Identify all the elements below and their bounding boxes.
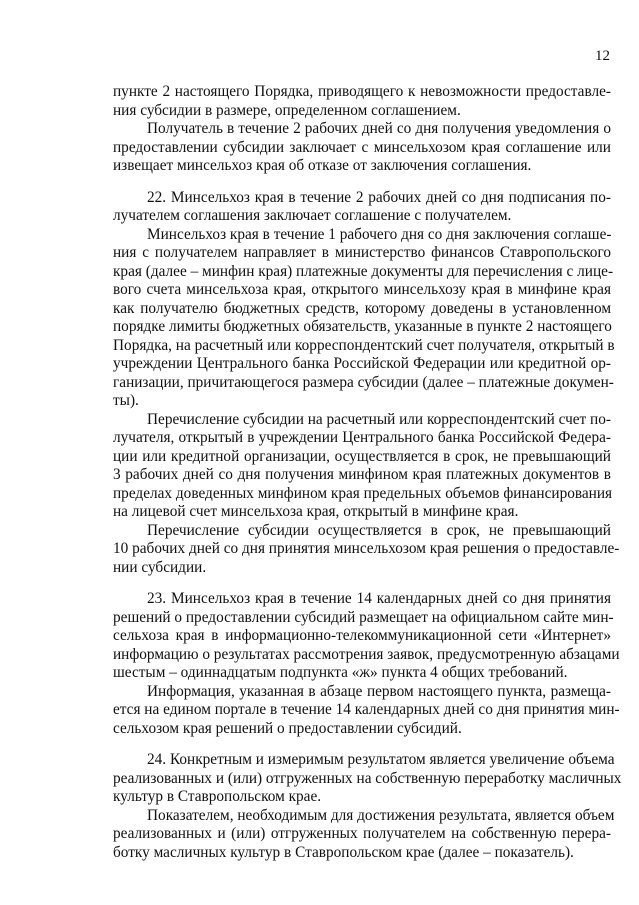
text-line: культур в Ставропольском крае. — [113, 788, 322, 805]
paragraph — [113, 120, 611, 176]
text-line: предоставлении субсидии заключает с минсельхозом края соглашение или — [113, 138, 611, 156]
text-line: пункте 2 настоящего Порядка, приводящего к невозможности предоставле- — [113, 83, 611, 100]
paragraph — [113, 521, 620, 578]
paragraph — [113, 189, 611, 226]
text-line: Перечисление субсидии осуществляется в срок, не превышающий — [147, 521, 611, 539]
paragraph-spacer — [113, 738, 611, 751]
text-line: нии субсидии. — [113, 558, 207, 576]
paragraph-spacer — [113, 577, 611, 590]
text-line: решений о предоставлении субсидий размещает на официальном сайте мин- — [113, 608, 614, 626]
text-line: Информация, указанная в абзаце первом настоящего пункта, размеща- — [147, 682, 611, 700]
paragraph — [113, 225, 615, 411]
text-line: шестым – одиннадцатым подпункта «ж» пункта 4 общих требований. — [113, 664, 568, 681]
text-line: ется на едином портале в течение 14 календарных дней со дня принятия мин- — [113, 701, 620, 718]
text-line: Перечисление субсидии на расчетный или корреспондентский счет по- — [147, 410, 611, 428]
text-line: 10 рабочих дней со дня принятия минсельхозом края решения о предоставле- — [113, 540, 620, 557]
text-line: как получателю бюджетных средств, которому доведены в установленном — [113, 299, 611, 317]
text-line: лучателем соглашения заключает соглашение с получателем. — [113, 207, 512, 224]
text-line: ции или кредитной организации, осуществляется в срок, не превышающий — [113, 447, 611, 465]
text-line: сельхоза края в информационно-телекоммуникационной сети «Интернет» — [113, 627, 611, 644]
text-line: извещает минсельхоз края об отказе от заключения соглашения. — [113, 157, 532, 174]
document-body — [113, 83, 622, 862]
paragraph — [113, 590, 620, 683]
text-line: 23. Минсельхоз края в течение 14 календарных дней со дня принятия — [147, 590, 611, 607]
text-line: Получатель в течение 2 рабочих дней со дня получения уведомления о — [147, 120, 611, 137]
paragraph — [113, 806, 615, 863]
text-line: ты). — [113, 392, 139, 409]
text-line: края (далее – минфин края) платежные документы для перечисления с лице- — [113, 262, 614, 280]
text-line: информацию о результатах рассмотрения заявок, предусмотренную абзацами — [113, 645, 620, 663]
page-number: 12 — [595, 48, 610, 64]
text-line: ния субсидии в размере, определенном соглашением. — [113, 101, 461, 119]
paragraph — [113, 682, 620, 739]
text-line: 3 рабочих дней со дня получения минфином края платежных документов в — [113, 466, 611, 483]
text-line: ния с получателем направляет в министерство финансов Ставропольского — [113, 244, 611, 261]
text-line: ботку масличных культур в Ставропольском крае (далее – показатель). — [113, 843, 574, 861]
text-line: на лицевой счет минсельхоза края, открытый в минфине края. — [113, 503, 519, 520]
text-line: реализованных и (или) отгруженных на собственную переработку масличных — [113, 769, 622, 787]
text-line: лучателя, открытый в учреждении Центрального банка Российской Федера- — [113, 429, 611, 446]
text-line: 22. Минсельхоз края в течение 2 рабочих дней со дня подписания по- — [147, 188, 611, 206]
text-line: 24. Конкретным и измеримым результатом является увеличение объема — [147, 751, 615, 768]
text-line: ганизации, причитающегося размера субсидии (далее – платежные докумен- — [113, 373, 614, 391]
text-line: Минсельхоз края в течение 1 рабочего дня со дня заключения соглаше- — [147, 225, 612, 243]
paragraph — [113, 83, 611, 120]
text-line: Показателем, необходимым для достижения результата, является объем — [147, 806, 615, 824]
text-line: учреждении Центрального банка Российской Федерации или кредитной ор- — [113, 355, 611, 372]
text-line: сельхозом края решений о предоставлении субсидий. — [113, 719, 462, 737]
paragraph — [113, 411, 611, 522]
text-line: вого счета минсельхоза края, открытого минсельхозу края в минфине края — [113, 281, 611, 298]
paragraph-spacer — [113, 176, 611, 189]
text-line: порядке лимиты бюджетных обязательств, указанные в пункте 2 настоящего — [113, 318, 612, 335]
paragraph — [113, 751, 622, 807]
text-line: пределах доведенных минфином края предельных объемов финансирования — [113, 484, 613, 502]
text-line: реализованных и (или) отгруженных получателем на собственную перера- — [113, 825, 611, 842]
text-line: Порядка, на расчетный или корреспондентский счет получателя, открытый в — [113, 336, 615, 354]
